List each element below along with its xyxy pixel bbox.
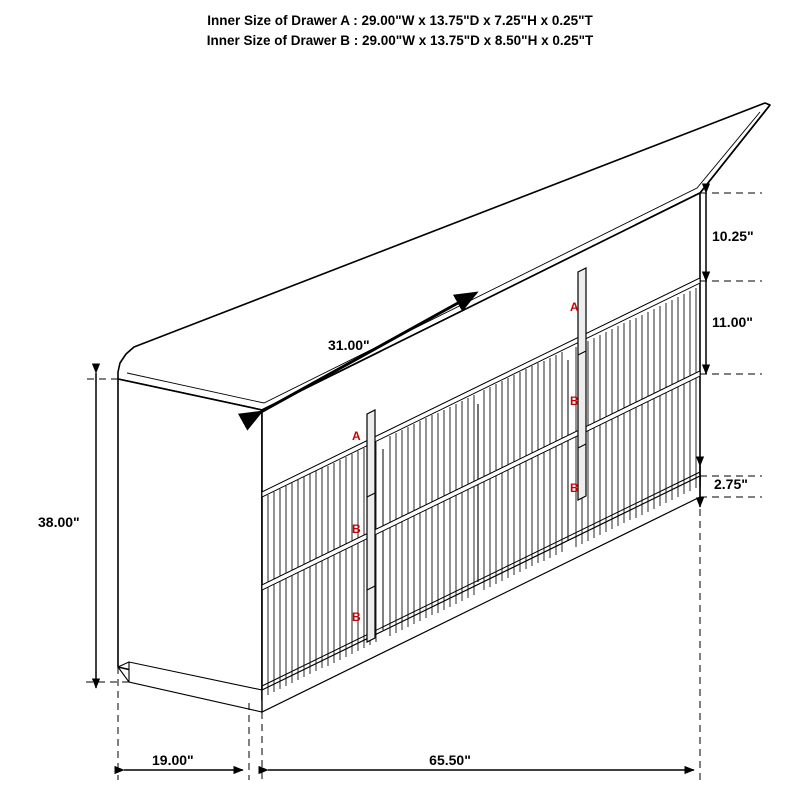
dimension-label-side-depth: 19.00" (152, 752, 194, 768)
label-drawer-b-left-1: B (352, 522, 361, 536)
handle-right (578, 268, 586, 500)
label-drawer-a-left: A (352, 429, 361, 443)
dimension-label-top-drawer: 10.25" (712, 228, 754, 244)
dimension-label-mid-drawer: 11.00" (712, 314, 753, 330)
header-line-drawer-b: Inner Size of Drawer B : 29.00"W x 13.75"D x 8.50"H x 0.25"T (206, 33, 594, 48)
dimension-label-depth: 31.00" (328, 337, 370, 353)
dimension-height-total (38, 373, 129, 688)
label-drawer-b-right-1: B (570, 394, 579, 408)
label-drawer-b-left-2: B (352, 610, 361, 624)
label-drawer-b-right-2: B (570, 481, 579, 495)
handle-left (367, 410, 375, 642)
dimension-label-width: 65.50" (429, 752, 471, 768)
header-line-drawer-a: Inner Size of Drawer A : 29.00"W x 13.75"D x 7.25"H x 0.25"T (207, 13, 593, 28)
dimension-right-stack (700, 193, 762, 507)
dimension-label-base: 2.75" (714, 476, 748, 492)
dimension-label-height: 38.00" (38, 514, 80, 530)
cabinet-left-side (118, 379, 262, 712)
label-drawer-a-right: A (570, 300, 579, 314)
